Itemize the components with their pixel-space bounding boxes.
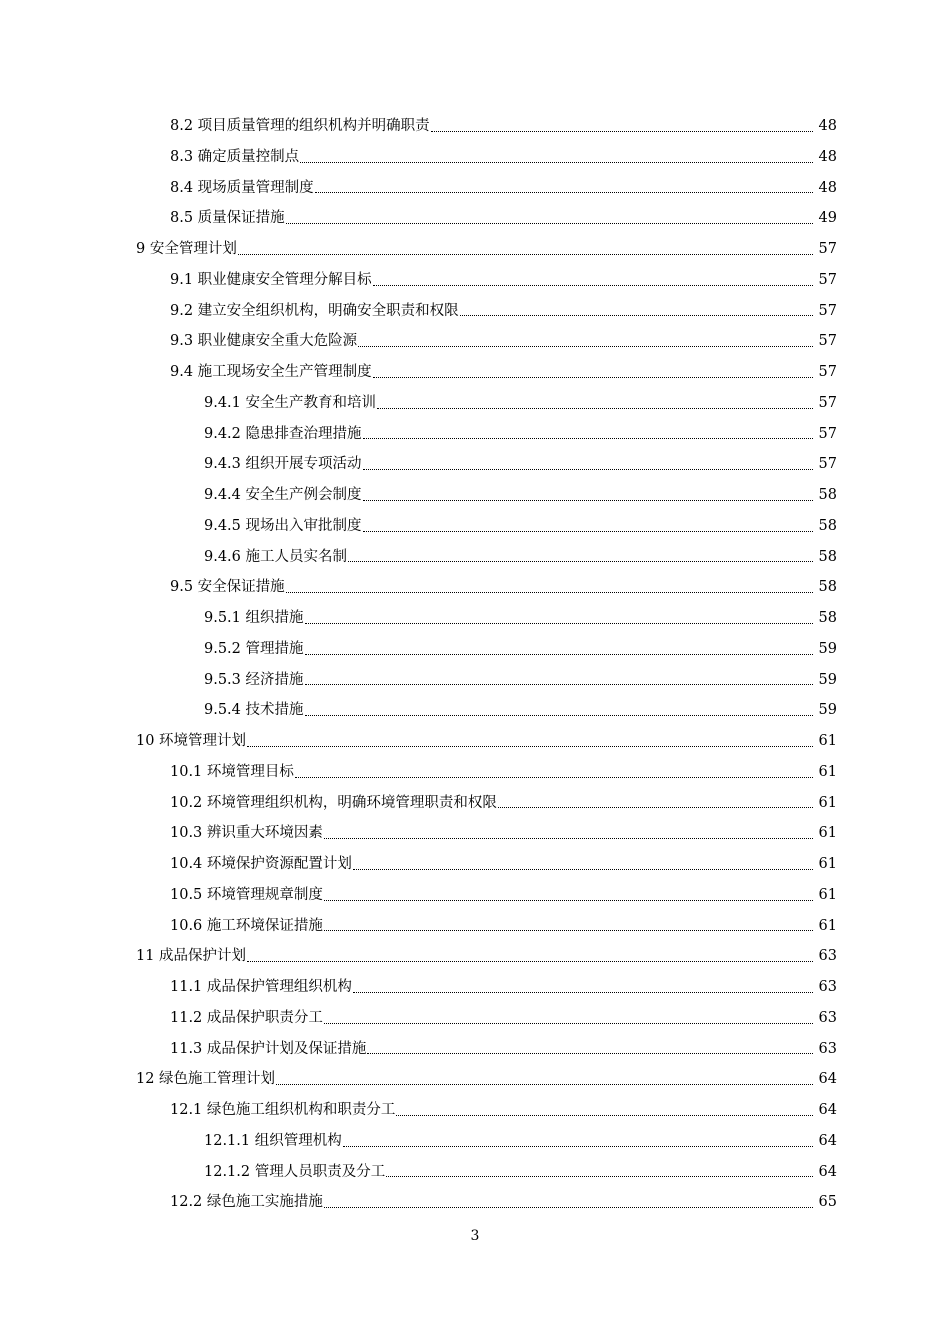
toc-entry-title: 10.1 环境管理目标 (170, 763, 294, 780)
toc-entry[interactable] (0, 788, 950, 819)
toc-entry-page-number: 63 (818, 948, 837, 965)
dot-leader (363, 469, 813, 470)
toc-entry[interactable] (0, 480, 950, 511)
toc-entry-page-number: 61 (818, 825, 837, 842)
toc-entry[interactable] (0, 757, 950, 788)
toc-entry-title: 9.4.6 施工人员实名制 (204, 548, 348, 565)
dot-leader (343, 1146, 813, 1147)
toc-entry-page-number: 61 (818, 733, 837, 750)
toc-entry-page-number: 61 (818, 763, 837, 780)
dot-leader (363, 438, 813, 439)
toc-entry-title: 10 环境管理计划 (136, 733, 247, 750)
toc-entry-page-number: 64 (818, 1132, 837, 1149)
toc-entry-title: 8.3 确定质量控制点 (170, 148, 300, 165)
toc-entry[interactable] (0, 511, 950, 542)
toc-entry[interactable] (0, 265, 950, 296)
toc-entry-title: 12.1 绿色施工组织机构和职责分工 (170, 1102, 396, 1119)
toc-entry-title: 8.4 现场质量管理制度 (170, 179, 314, 196)
toc-entry[interactable] (0, 419, 950, 450)
toc-entry-title: 10.3 辨识重大环境因素 (170, 825, 323, 842)
toc-entry-title: 12.1.1 组织管理机构 (204, 1132, 342, 1149)
dot-leader (295, 777, 813, 778)
dot-leader (286, 223, 813, 224)
dot-leader (373, 285, 813, 286)
toc-entry-page-number: 58 (818, 487, 837, 504)
toc-entry-page-number: 57 (818, 394, 837, 411)
toc-entry[interactable] (0, 911, 950, 942)
toc-entry-page-number: 63 (818, 1040, 837, 1057)
toc-entry-page-number: 61 (818, 794, 837, 811)
toc-entry-page-number: 58 (818, 548, 837, 565)
toc-entry-page-number: 64 (818, 1163, 837, 1180)
toc-entry-page-number: 59 (818, 671, 837, 688)
dot-leader (377, 408, 813, 409)
toc-entry[interactable] (0, 1157, 950, 1188)
toc-entry[interactable] (0, 818, 950, 849)
toc-entry-page-number: 61 (818, 856, 837, 873)
dot-leader (286, 592, 813, 593)
toc-entry-title: 9 安全管理计划 (136, 241, 237, 258)
dot-leader (353, 869, 813, 870)
toc-entry[interactable] (0, 1187, 950, 1218)
toc-entry-page-number: 57 (818, 333, 837, 350)
toc-entry-title: 9.5.4 技术措施 (204, 702, 304, 719)
toc-entry-title: 10.2 环境管理组织机构，明确环境管理职责和权限 (170, 794, 497, 811)
page-number: 3 (470, 1228, 480, 1244)
toc-entry-page-number: 48 (818, 118, 837, 135)
toc-entry-page-number: 59 (818, 640, 837, 657)
toc-entry-page-number: 65 (818, 1194, 837, 1211)
toc-entry-page-number: 48 (818, 148, 837, 165)
toc-entry[interactable] (0, 726, 950, 757)
dot-leader (305, 623, 813, 624)
toc-entry-title: 10.5 环境管理规章制度 (170, 886, 323, 903)
toc-entry-title: 10.4 环境保护资源配置计划 (170, 856, 352, 873)
dot-leader (305, 654, 813, 655)
toc-entry[interactable] (0, 326, 950, 357)
dot-leader (247, 746, 813, 747)
toc-entry-page-number: 57 (818, 456, 837, 473)
toc-entry-title: 8.2 项目质量管理的组织机构并明确职责 (170, 118, 430, 135)
toc-entry-title: 12 绿色施工管理计划 (136, 1071, 276, 1088)
toc-entry[interactable] (0, 203, 950, 234)
toc-entry-page-number: 57 (818, 271, 837, 288)
toc-entry-page-number: 48 (818, 179, 837, 196)
toc-entry-page-number: 57 (818, 425, 837, 442)
toc-entry-title: 9.5 安全保证措施 (170, 579, 285, 596)
toc-entry-title: 9.3 职业健康安全重大危险源 (170, 333, 358, 350)
dot-leader (358, 346, 813, 347)
toc-entry[interactable] (0, 173, 950, 204)
dot-leader (276, 1084, 813, 1085)
toc-entry[interactable] (0, 849, 950, 880)
toc-entry[interactable] (0, 111, 950, 142)
dot-leader (305, 715, 813, 716)
dot-leader (305, 684, 813, 685)
toc-entry[interactable] (0, 695, 950, 726)
toc-entry-title: 12.2 绿色施工实施措施 (170, 1194, 323, 1211)
toc-entry-page-number: 57 (818, 364, 837, 381)
toc-entry-page-number: 63 (818, 979, 837, 996)
toc-entry-title: 9.5.1 组织措施 (204, 610, 304, 627)
toc-entry[interactable] (0, 296, 950, 327)
toc-entry-title: 8.5 质量保证措施 (170, 210, 285, 227)
toc-entry-title: 11.1 成品保护管理组织机构 (170, 979, 352, 996)
toc-entry[interactable] (0, 449, 950, 480)
dot-leader (431, 131, 813, 132)
toc-entry[interactable] (0, 603, 950, 634)
toc-entry[interactable] (0, 142, 950, 173)
toc-entry-title: 9.4.4 安全生产例会制度 (204, 487, 362, 504)
toc-entry-title: 11.3 成品保护计划及保证措施 (170, 1040, 367, 1057)
toc-entry[interactable] (0, 880, 950, 911)
dot-leader (315, 192, 813, 193)
dot-leader (498, 807, 813, 808)
toc-entry[interactable] (0, 941, 950, 972)
toc-entry-title: 9.5.3 经济措施 (204, 671, 304, 688)
toc-entry-page-number: 58 (818, 517, 837, 534)
toc-entry[interactable] (0, 1095, 950, 1126)
toc-entry[interactable] (0, 388, 950, 419)
toc-entry-page-number: 64 (818, 1071, 837, 1088)
toc-entry-title: 9.4.2 隐患排查治理措施 (204, 425, 362, 442)
toc-entry[interactable] (0, 1034, 950, 1065)
dot-leader (373, 377, 813, 378)
toc-entry-title: 9.5.2 管理措施 (204, 640, 304, 657)
dot-leader (363, 500, 813, 501)
dot-leader (348, 561, 813, 562)
dot-leader (460, 315, 813, 316)
dot-leader (247, 961, 813, 962)
toc-entry[interactable] (0, 1064, 950, 1095)
dot-leader (324, 838, 813, 839)
toc-entry[interactable] (0, 1003, 950, 1034)
toc-entry[interactable] (0, 357, 950, 388)
toc-entry-title: 9.4.5 现场出入审批制度 (204, 517, 362, 534)
toc-entry[interactable] (0, 572, 950, 603)
dot-leader (324, 900, 813, 901)
toc-entry-page-number: 61 (818, 886, 837, 903)
toc-entry-title: 10.6 施工环境保证措施 (170, 917, 323, 934)
toc-entry-page-number: 64 (818, 1102, 837, 1119)
toc-entry-title: 9.4 施工现场安全生产管理制度 (170, 364, 372, 381)
toc-entry[interactable] (0, 1126, 950, 1157)
toc-entry-page-number: 57 (818, 241, 837, 258)
dot-leader (324, 930, 813, 931)
toc-entry-page-number: 59 (818, 702, 837, 719)
dot-leader (363, 531, 813, 532)
toc-entry-page-number: 58 (818, 579, 837, 596)
toc-entry[interactable] (0, 542, 950, 573)
toc-entry[interactable] (0, 234, 950, 265)
dot-leader (300, 162, 813, 163)
dot-leader (324, 1207, 813, 1208)
toc-entry-page-number: 57 (818, 302, 837, 319)
toc-entry-title: 11 成品保护计划 (136, 948, 247, 965)
dot-leader (238, 254, 813, 255)
toc-entry[interactable] (0, 665, 950, 696)
toc-entry-title: 11.2 成品保护职责分工 (170, 1009, 323, 1026)
toc-entry-title: 9.4.3 组织开展专项活动 (204, 456, 362, 473)
toc-entry-title: 9.1 职业健康安全管理分解目标 (170, 271, 372, 288)
toc-entry-title: 9.2 建立安全组织机构，明确安全职责和权限 (170, 302, 459, 319)
toc-entry-page-number: 61 (818, 917, 837, 934)
dot-leader (353, 992, 813, 993)
dot-leader (324, 1023, 813, 1024)
toc-entry-page-number: 58 (818, 610, 837, 627)
toc-entry-page-number: 63 (818, 1009, 837, 1026)
dot-leader (396, 1115, 813, 1116)
toc-entry-title: 9.4.1 安全生产教育和培训 (204, 394, 377, 411)
dot-leader (386, 1176, 813, 1177)
toc-entry-title: 12.1.2 管理人员职责及分工 (204, 1163, 386, 1180)
dot-leader (367, 1053, 813, 1054)
toc-entry[interactable] (0, 972, 950, 1003)
toc-entry-page-number: 49 (818, 210, 837, 227)
table-of-contents (0, 111, 950, 1218)
toc-entry[interactable] (0, 634, 950, 665)
